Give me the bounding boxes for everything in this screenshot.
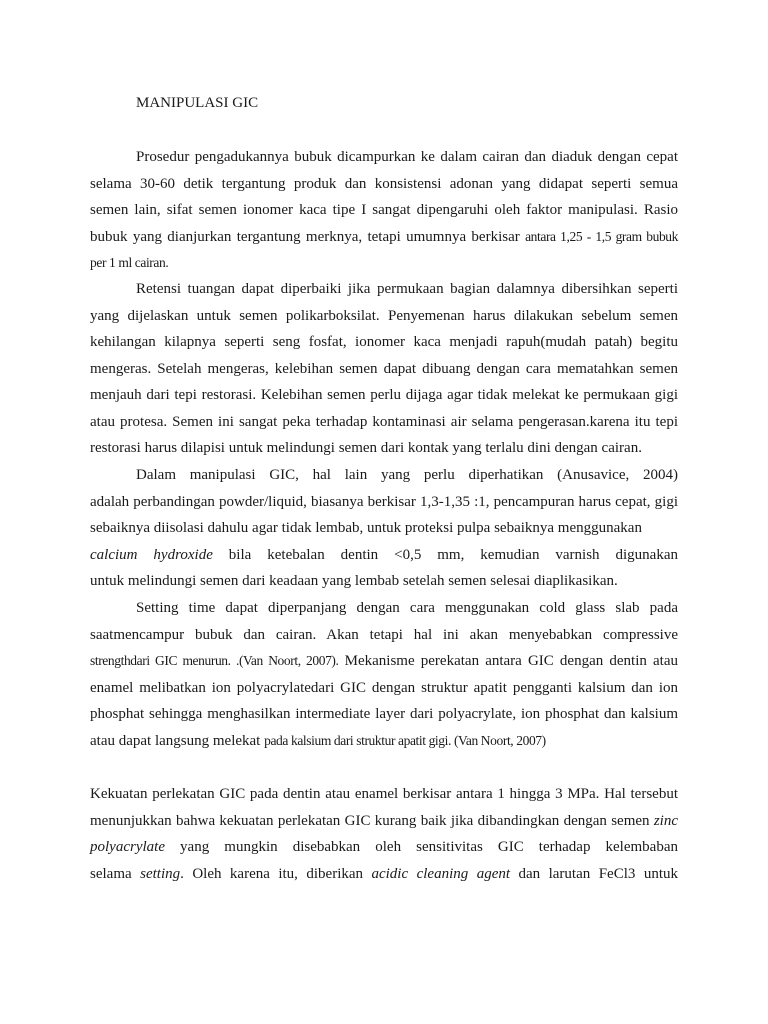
text-line <box>90 861 678 888</box>
text-line: enamel melibatkan ion polyacrylatedari GIC dengan struktur apatit pengganti kalsium dan ion <box>90 679 678 696</box>
text-line <box>90 648 678 675</box>
text-segment: strengthdari GIC menurun. .(Van Noort, 2007). <box>90 653 339 668</box>
paragraph-bond-strength <box>90 781 678 887</box>
text-line: semen lain, sifat semen ionomer kaca tipe I sangat dipengaruhi oleh faktor manipulasi. Rasio <box>90 202 678 218</box>
text-segment: bubuk yang dianjurkan tergantung merknya, tetapi umumnya berkisar <box>90 228 520 245</box>
text-line: restorasi harus dilapisi untuk melindungi semen dari kontak yang terlalu dini dengan cairan. <box>90 440 642 456</box>
text-line <box>90 728 678 755</box>
text-segment: yang mungkin disebabkan oleh sensitivitas GIC terhadap kelembaban <box>164 839 678 855</box>
text-line <box>90 224 678 251</box>
text-line: Prosedur pengadukannya bubuk dicampurkan ke dalam cairan dan diaduk dengan cepat <box>136 149 678 165</box>
text-line: Kekuatan perlekatan GIC pada dentin atau enamel berkisar antara 1 hingga 3 MPa. Hal tersebut <box>90 786 678 802</box>
text-line: Retensi tuangan dapat diperbaiki jika permukaan bagian dalamnya dibersihkan seperti <box>136 281 678 297</box>
text-line: atau protesa. Semen ini sangat peka terhadap kontaminasi air selama pengerasan.karena itu tepi <box>90 413 678 430</box>
text-segment: zinc <box>653 812 678 829</box>
text-segment: calcium hydroxide <box>90 546 213 563</box>
text-line <box>90 834 678 861</box>
text-segment: bila ketebalan dentin <0,5 mm, kemudian varnish digunakan <box>212 546 678 563</box>
text-line: phosphat sehingga menghasilkan intermediate layer dari polyacrylate, ion phosphat dan kalsium <box>90 706 678 722</box>
text-line: kehilangan kilapnya seperti seng fosfat, ionomer kaca menjadi rapuh(mudah patah) begitu <box>90 334 678 350</box>
text-line: per 1 ml cairan. <box>90 255 169 270</box>
text-segment: atau dapat langsung melekat <box>90 732 265 749</box>
text-segment: antara 1,25 - 1,5 gram bubuk <box>525 228 679 244</box>
text-segment: . Oleh karena itu, diberikan <box>180 865 372 882</box>
text-segment: dan larutan FeCl3 untuk <box>510 865 678 882</box>
text-line: sebaiknya diisolasi dahulu agar tidak lembab, untuk proteksi pulpa sebaiknya menggunakan <box>90 520 642 536</box>
text-segment: polyacrylate <box>90 839 165 855</box>
text-line: yang dijelaskan untuk semen polikarboksilat. Penyemenan harus dilakukan sebelum semen <box>90 307 678 324</box>
text-line <box>90 808 678 835</box>
paragraph-procedure <box>90 144 678 277</box>
text-line: menjauh dari tepi restorasi. Kelebihan semen perlu dijaga agar tidak melekat ke permukaan gigi <box>90 387 678 403</box>
text-line <box>90 542 678 569</box>
paragraph-setting-time <box>90 595 678 754</box>
document-title: MANIPULASI GIC <box>136 95 259 111</box>
text-segment: pada kalsium dari struktur apatit gigi. (Van Noort, 2007) <box>264 732 546 748</box>
text-line: Dalam manipulasi GIC, hal lain yang perlu diperhatikan (Anusavice, 2004) <box>136 467 678 483</box>
paragraph-retention <box>90 276 678 462</box>
paragraph-manipulation <box>90 462 678 595</box>
text-segment: acidic cleaning agent <box>371 865 511 882</box>
text-segment: Mekanisme perekatan antara GIC dengan dentin atau <box>338 653 678 669</box>
text-segment: selama <box>90 865 141 882</box>
text-line: untuk melindungi semen dari keadaan yang lembab setelah semen selesai diaplikasikan. <box>90 573 618 589</box>
text-segment: menunjukkan bahwa kekuatan perlekatan GIC kurang baik jika dibandingkan dengan semen <box>90 812 654 829</box>
text-segment: setting <box>140 865 181 882</box>
text-line: adalah perbandingan powder/liquid, biasanya berkisar 1,3-1,35 :1, pencampuran harus cepat, gigi <box>90 493 678 510</box>
text-line: mengeras. Setelah mengeras, kelebihan semen dapat dibuang dengan cara mematahkan semen <box>90 360 678 377</box>
text-line: saatmencampur bubuk dan cairan. Akan tetapi hal ini akan menyebabkan compressive <box>90 626 678 643</box>
text-line: selama 30-60 detik tergantung produk dan konsistensi adonan yang didapat seperti semua <box>90 175 678 192</box>
text-line: Setting time dapat diperpanjang dengan cara menggunakan cold glass slab pada <box>136 600 678 616</box>
